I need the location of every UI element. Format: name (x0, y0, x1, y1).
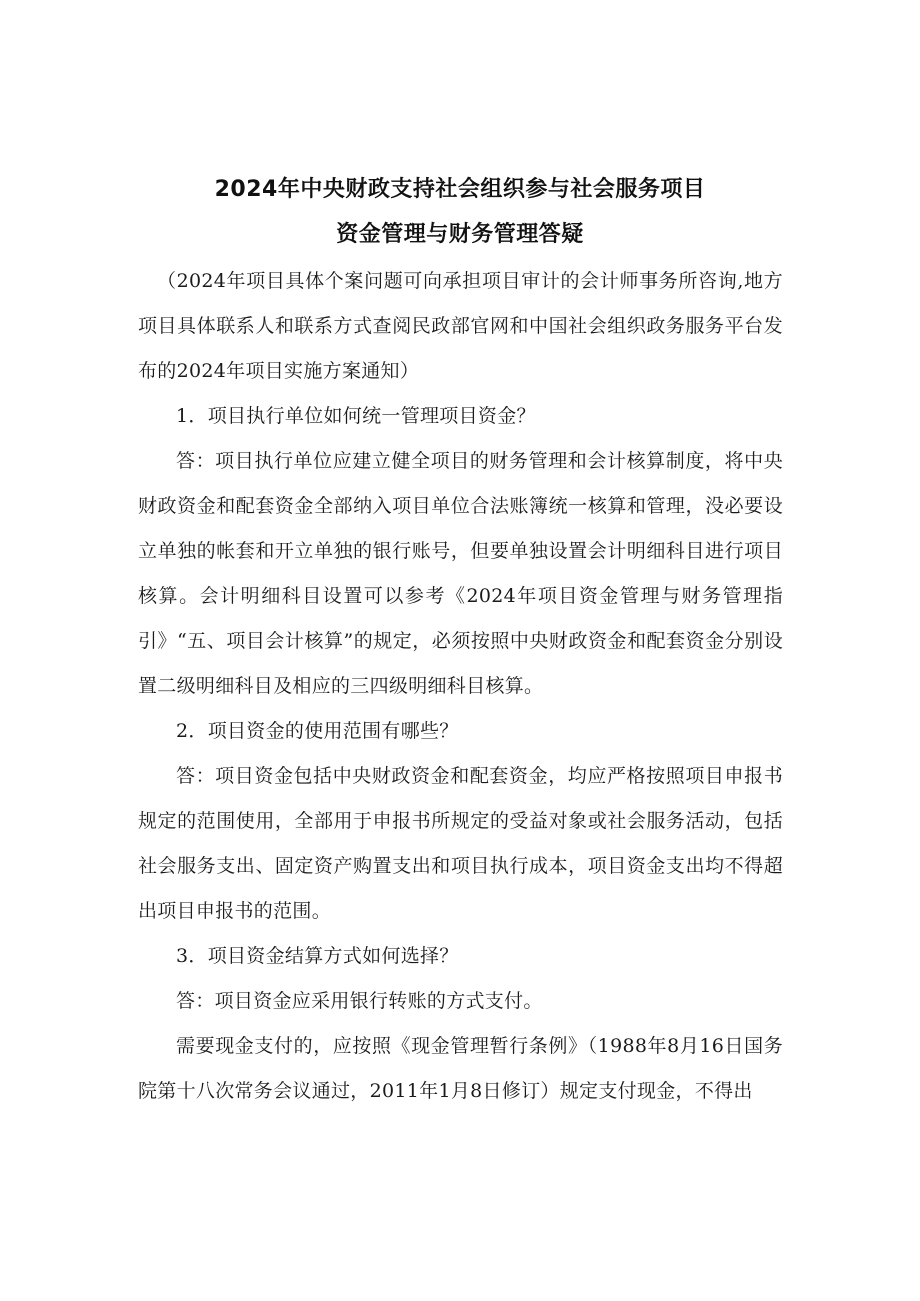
question-1: 1．项目执行单位如何统一管理项目资金？ (176, 405, 536, 427)
answer-1: 答：项目执行单位应建立健全项目的财务管理和会计核算制度，将中央财政资金和配套资金全部纳入项目单位合法账簿统一核算和管理，没必要设立单独的帐套和开立单独的银行账号，但要单独设置会计明细科目进行项目核算。会计明细科目设置可以参考《2024年项目资金管理与财务管理指引》“五、项目会计核算”的规定，必须按照中央财政资金和配套资金分别设置二级明细科目及相应的三四级明细科目核算。 (138, 450, 783, 697)
note-paragraph: （2024年项目具体个案问题可向承担项目审计的会计师事务所咨询,地方项目具体联系人和联系方式查阅民政部官网和中国社会组织政务服务平台发布的2024年项目实施方案通知） (138, 270, 783, 382)
answer-3: 答：项目资金应采用银行转账的方式支付。 (176, 990, 543, 1012)
question-2: 2．项目资金的使用范围有哪些？ (176, 720, 459, 742)
document-title-line2: 资金管理与财务管理答疑 (336, 222, 584, 247)
cash-payment-paragraph: 需要现金支付的，应按照《现金管理暂行条例》（1988年8月16日国务院第十八次常务会议通过，2011年1月8日修订）规定支付现金，不得出 (138, 1035, 783, 1102)
answer-2: 答：项目资金包括中央财政资金和配套资金，均应严格按照项目申报书规定的范围使用，全部用于申报书所规定的受益对象或社会服务活动，包括社会服务支出、固定资产购置支出和项目执行成本，项目资金支出均不得超出项目申报书的范围。 (138, 765, 783, 922)
document-body (138, 259, 783, 1114)
question-3: 3．项目资金结算方式如何选择？ (176, 945, 459, 967)
document-title-line1: 2024年中央财政支持社会组织参与社会服务项目 (214, 177, 706, 202)
